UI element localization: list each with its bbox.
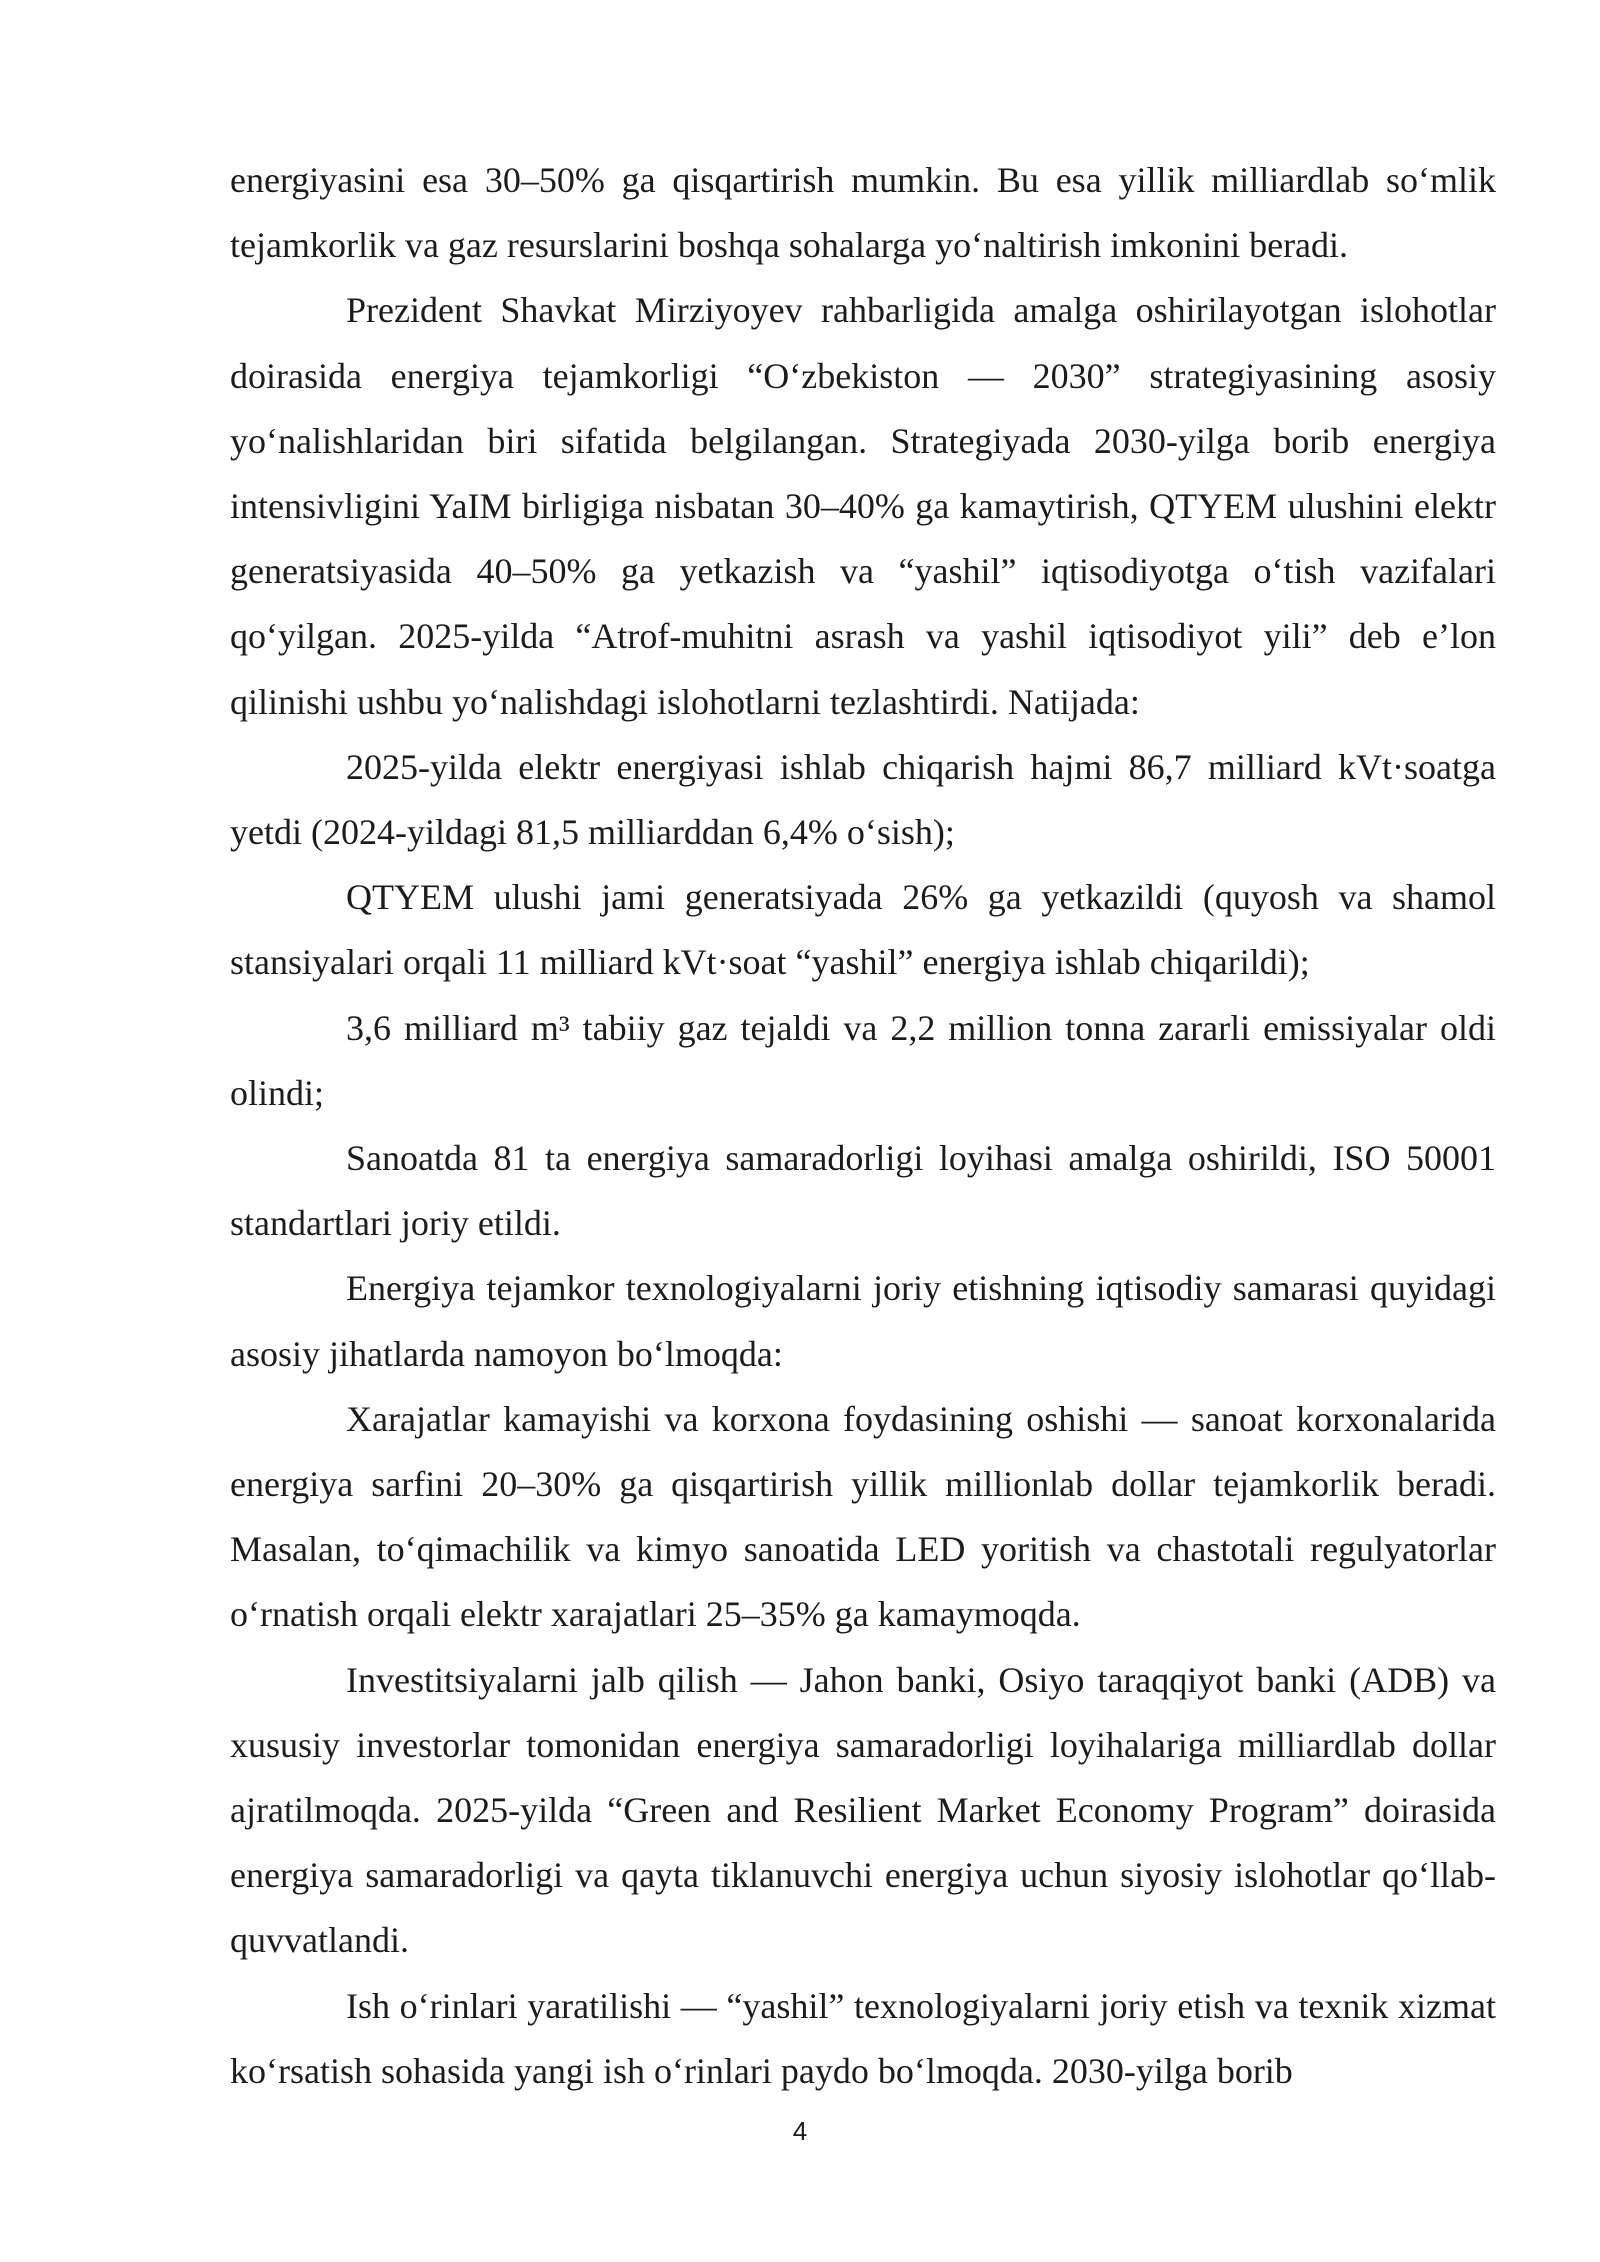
paragraph-industry-projects: Sanoatda 81 ta energiya samaradorligi loyihasi amalga oshirildi, ISO 50001 standartlari joriy etildi. [230,1138,1496,1244]
paragraph-renewable-share: QTYEM ulushi jami generatsiyada 26% ga yetkazildi (quyosh va shamol stansiyalari orqali 11 milliard kVt·soat “yashil” energiya ishlab chiqarildi); [230,877,1496,983]
paragraph-cost-reduction: Xarajatlar kamayishi va korxona foydasining oshishi — sanoat korxonalarida energiya sarfini 20–30% ga qisqartirish yillik millionlab dollar tejamkorlik beradi. Masalan, to‘qimachilik va kimyo sanoatida LED yoritish va chastotali regulyatorlar o‘rnatish orqali elektr xarajatlari 25–35% ga kamaymoqda. [230,1398,1496,1635]
paragraph-gas-savings: 3,6 milliard m³ tabiiy gaz tejaldi va 2,2 million tonna zararli emissiyalar oldi olindi; [230,1007,1496,1113]
paragraph-strategy-intro: Prezident Shavkat Mirziyoyev rahbarligida amalga oshirilayotgan islohotlar doirasida energiya tejamkorligi “O‘zbekiston — 2030” strategiyasining asosiy yo‘nalishlaridan biri sifatida belgilangan. Strategiyada 2030-yilga borib energiya intensivligini YaIM birligiga nisbatan 30–40% ga kamaytirish, QTYEM ulushini elektr generatsiyasida 40–50% ga yetkazish va “yashil” iqtisodiyotga o‘tish vazifalari qo‘yilgan. 2025-yilda “Atrof-muhitni asrash va yashil iqtisodiyot yili” deb e’lon qilinishi ushbu yo‘nalishdagi islohotlarni tezlashtirdi. Natijada: [230,290,1496,722]
paragraph-investments: Investitsiyalarni jalb qilish — Jahon banki, Osiyo taraqqiyot banki (ADB) va xususiy investorlar tomonidan energiya samaradorligi loyihalariga milliardlab dollar ajratilmoqda. 2025-yilda “Green and Resilient Market Economy Program” doirasida energiya samaradorligi va qayta tiklanuvchi energiya uchun siyosiy islohotlar qo‘llab-quvvatlandi. [230,1659,1496,1961]
paragraph-electricity-output: 2025-yilda elektr energiyasi ishlab chiqarish hajmi 86,7 milliard kVt·soatga yetdi (2024-yildagi 81,5 milliarddan 6,4% o‘sish); [230,746,1496,853]
document-page [230,148,1496,2104]
paragraph-continuation: energiyasini esa 30–50% ga qisqartirish mumkin. Bu esa yillik milliardlab so‘mlik tejamkorlik va gaz resurslarini boshqa sohalarga yo‘naltirish imkonini beradi. [230,160,1496,266]
page-number: 4 [792,2116,808,2146]
paragraph-job-creation: Ish o‘rinlari yaratilishi — “yashil” texnologiyalarni joriy etish va texnik xizmat ko‘rsatish sohasida yangi ish o‘rinlari paydo bo‘lmoqda. 2030-yilga borib [230,1985,1496,2091]
paragraph-economic-effect-intro: Energiya tejamkor texnologiyalarni joriy etishning iqtisodiy samarasi quyidagi asosiy jihatlarda namoyon bo‘lmoqda: [230,1268,1496,1374]
